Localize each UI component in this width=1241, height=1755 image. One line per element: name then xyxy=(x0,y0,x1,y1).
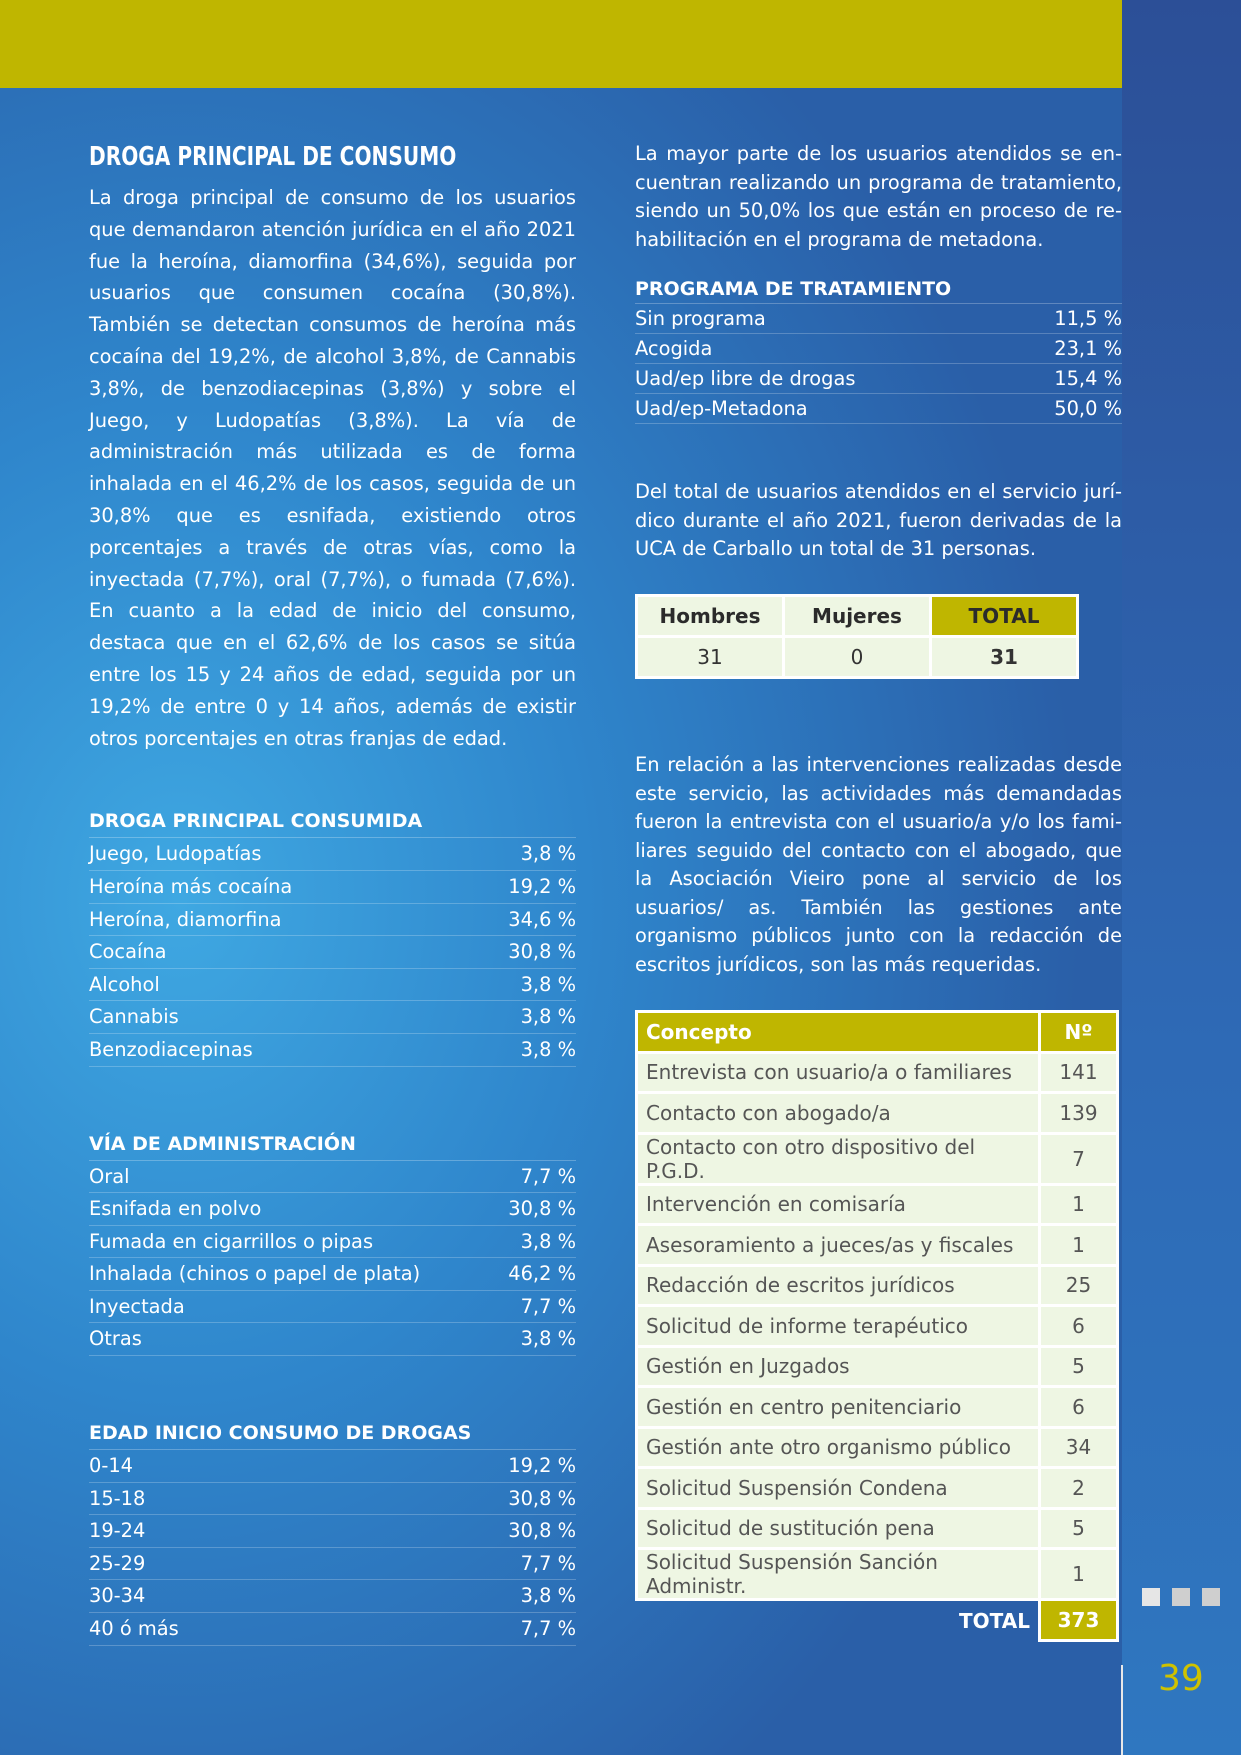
stat-label: Alcohol xyxy=(89,972,160,996)
stat-label: Benzodiacepinas xyxy=(89,1037,253,1061)
stat-value: 30,8 % xyxy=(508,1197,576,1221)
stat-row xyxy=(89,1323,576,1356)
programa-list-title: PROGRAMA DE TRATAMIENTO xyxy=(635,276,1122,304)
programa-tratamiento-list xyxy=(635,276,1122,424)
stat-label: 40 ó más xyxy=(89,1617,179,1641)
via-list-title: VÍA DE ADMINISTRACIÓN xyxy=(89,1129,576,1161)
stat-row xyxy=(89,969,576,1002)
numero-cell: 6 xyxy=(1040,1387,1118,1428)
value-hombres: 31 xyxy=(637,637,784,678)
header-hombres: Hombres xyxy=(637,596,784,637)
stat-value: 19,2 % xyxy=(508,1454,576,1478)
stat-label: 0-14 xyxy=(89,1454,134,1478)
stat-value: 3,8 % xyxy=(520,1005,576,1029)
total-value: 373 xyxy=(1040,1600,1118,1641)
numero-cell: 139 xyxy=(1040,1093,1118,1134)
stat-row xyxy=(89,1193,576,1226)
stat-row xyxy=(635,334,1122,364)
page-number-divider xyxy=(1121,1665,1123,1755)
stat-label: Cannabis xyxy=(89,1005,179,1029)
header-total: TOTAL xyxy=(931,596,1078,637)
concepto-cell: Contacto con otro dispositivo del P.G.D. xyxy=(637,1133,1040,1184)
numero-cell: 7 xyxy=(1040,1133,1118,1184)
stat-row xyxy=(89,1483,576,1516)
derivadas-table xyxy=(635,594,1079,679)
stat-row xyxy=(89,1580,576,1613)
stat-row xyxy=(89,1258,576,1291)
edad-inicio-list xyxy=(89,1418,576,1646)
stat-label: Cocaína xyxy=(89,940,167,964)
header-mujeres: Mujeres xyxy=(784,596,931,637)
treatment-paragraph: La mayor parte de los usuarios atendidos se encuentran realizando un programa de tratamiento, siendo un 50,0% los que están en proceso de rehabilitación en el programa de metadona. xyxy=(635,142,1122,251)
stat-value: 3,8 % xyxy=(520,1037,576,1061)
concepto-cell: Entrevista con usuario/a o familiares xyxy=(637,1052,1040,1093)
left-column xyxy=(89,140,576,1646)
stat-label: Uad/ep libre de drogas xyxy=(635,367,856,390)
header-numero: Nº xyxy=(1040,1012,1118,1053)
stat-value: 15,4 % xyxy=(1054,367,1122,390)
stat-row xyxy=(89,1613,576,1646)
stat-label: 19-24 xyxy=(89,1519,146,1543)
stat-value: 34,6 % xyxy=(508,907,576,931)
square-icon xyxy=(1202,1588,1220,1606)
stat-value: 19,2 % xyxy=(508,874,576,898)
stat-value: 3,8 % xyxy=(520,1327,576,1351)
stat-label: Juego, Ludopatías xyxy=(89,842,262,866)
stat-value: 7,7 % xyxy=(520,1617,576,1641)
table-row xyxy=(637,1052,1118,1093)
stat-value: 30,8 % xyxy=(508,940,576,964)
table-row xyxy=(637,1265,1118,1306)
stat-row xyxy=(89,936,576,969)
stat-row xyxy=(89,1548,576,1581)
concepto-cell: Contacto con abogado/a xyxy=(637,1093,1040,1134)
stat-value: 7,7 % xyxy=(520,1551,576,1575)
table-row xyxy=(637,1427,1118,1468)
value-total: 31 xyxy=(931,637,1078,678)
droga-principal-list xyxy=(89,806,576,1066)
section-heading: DROGA PRINCIPAL DE CONSUMO xyxy=(89,142,457,172)
stat-row xyxy=(635,364,1122,394)
derivadas-paragraph: Del total de usuarios atendidos en el servicio jurídico durante el año 2021, fueron derivadas de la UCA de Carballo un total de 31 personas. xyxy=(635,480,1122,560)
stat-value: 7,7 % xyxy=(520,1294,576,1318)
numero-cell: 5 xyxy=(1040,1508,1118,1549)
stat-value: 30,8 % xyxy=(508,1486,576,1510)
numero-cell: 2 xyxy=(1040,1468,1118,1509)
stat-label: Otras xyxy=(89,1327,142,1351)
stat-label: 15-18 xyxy=(89,1486,146,1510)
decorative-squares xyxy=(1142,1588,1220,1606)
numero-cell: 6 xyxy=(1040,1306,1118,1347)
concepto-cell: Solicitud de sustitución pena xyxy=(637,1508,1040,1549)
concepto-cell: Asesoramiento a jueces/as y fiscales xyxy=(637,1225,1040,1266)
stat-row xyxy=(89,1034,576,1067)
numero-cell: 34 xyxy=(1040,1427,1118,1468)
stat-label: Inhalada (chinos o papel de plata) xyxy=(89,1262,421,1286)
concepto-cell: Gestión ante otro organismo público xyxy=(637,1427,1040,1468)
stat-row xyxy=(89,838,576,871)
stat-label: Uad/ep-Metadona xyxy=(635,397,808,420)
concepto-cell: Solicitud Suspensión Condena xyxy=(637,1468,1040,1509)
stat-row xyxy=(89,1001,576,1034)
table-row xyxy=(637,1225,1118,1266)
value-mujeres: 0 xyxy=(784,637,931,678)
stat-value: 3,8 % xyxy=(520,1229,576,1253)
stat-value: 3,8 % xyxy=(520,1584,576,1608)
droga-list-title: DROGA PRINCIPAL CONSUMIDA xyxy=(89,806,576,838)
stat-value: 7,7 % xyxy=(520,1164,576,1188)
stat-row xyxy=(635,394,1122,424)
stat-value: 30,8 % xyxy=(508,1519,576,1543)
square-icon xyxy=(1172,1588,1190,1606)
table-row xyxy=(637,1549,1118,1600)
stat-label: 30-34 xyxy=(89,1584,146,1608)
stat-label: Acogida xyxy=(635,337,713,360)
top-color-bar xyxy=(0,0,1122,88)
concepto-cell: Solicitud de informe terapéutico xyxy=(637,1306,1040,1347)
stat-label: 25-29 xyxy=(89,1551,146,1575)
stat-label: Esnifada en polvo xyxy=(89,1197,262,1221)
stat-label: Heroína, diamorfina xyxy=(89,907,282,931)
numero-cell: 25 xyxy=(1040,1265,1118,1306)
concepto-cell: Redacción de escritos jurídicos xyxy=(637,1265,1040,1306)
stat-row xyxy=(89,1161,576,1194)
table-row xyxy=(637,1133,1118,1184)
table-row xyxy=(637,1346,1118,1387)
stat-value: 23,1 % xyxy=(1054,337,1122,360)
intervenciones-paragraph: En relación a las intervenciones realizadas desde este servicio, las actividades más demandadas fueron la entrevista con el usuario/a y/o los familiares seguido del contacto con el abogado, que la Asociación Vieiro pone al servicio de los usuarios/ as. También las gestiones ante organismo públicos junto con la redacción de escritos jurídicos, son las más requeridas. xyxy=(635,753,1122,976)
stat-row xyxy=(635,304,1122,334)
stat-value: 11,5 % xyxy=(1054,307,1122,330)
via-administracion-list xyxy=(89,1129,576,1357)
stat-label: Heroína más cocaína xyxy=(89,874,293,898)
numero-cell: 1 xyxy=(1040,1549,1118,1600)
edad-list-title: EDAD INICIO CONSUMO DE DROGAS xyxy=(89,1418,576,1450)
stat-label: Oral xyxy=(89,1164,130,1188)
stat-row xyxy=(89,871,576,904)
intervenciones-table xyxy=(635,1010,1119,1642)
stat-value: 3,8 % xyxy=(520,972,576,996)
stat-row xyxy=(89,1291,576,1324)
stat-label: Sin programa xyxy=(635,307,766,330)
table-row xyxy=(637,1387,1118,1428)
table-row xyxy=(637,1184,1118,1225)
numero-cell: 5 xyxy=(1040,1346,1118,1387)
stat-value: 3,8 % xyxy=(520,842,576,866)
stat-value: 50,0 % xyxy=(1054,397,1122,420)
table-row xyxy=(637,1468,1118,1509)
stat-label: Inyectada xyxy=(89,1294,185,1318)
numero-cell: 1 xyxy=(1040,1184,1118,1225)
square-icon xyxy=(1142,1588,1160,1606)
table-row xyxy=(637,1508,1118,1549)
stat-label: Fumada en cigarrillos o pipas xyxy=(89,1229,374,1253)
concepto-cell: Solicitud Suspensión Sanción Administr. xyxy=(637,1549,1040,1600)
page-number: 39 xyxy=(1158,1658,1204,1699)
header-concepto: Concepto xyxy=(637,1012,1040,1053)
stat-row xyxy=(89,1226,576,1259)
intro-paragraph: La droga principal de consumo de los usuarios que demandaron atención jurídica en el año 2021 fue la heroína, diamorfina (34,6%), seguida por usuarios que consumen cocaína (30,8%). También se detectan consumos de heroína más cocaína del 19,2%, de alcohol 3,8%, de Cannabis 3,8%, de benzodiacepinas (3,8%) y sobre el Juego, y Ludopatías (3,8%). La vía de administración más utilizada es de forma inhalada en el 46,2% de los casos, seguida de un 30,8% que es esnifada, existiendo otros porcentajes a través de otras vías, como la inyectada (7,7%), oral (7,7%), o fumada (7,6%). En cuanto a la edad de inicio del consumo, destaca que en el 62,6% de los casos se sitúa entre los 15 y 24 años de edad, seguida por un 19,2% de entre 0 y 14 años, además de existir otros porcentajes en otras franjas de edad. xyxy=(89,186,576,750)
stat-row xyxy=(89,1515,576,1548)
stat-row xyxy=(89,1450,576,1483)
stat-value: 46,2 % xyxy=(508,1262,576,1286)
numero-cell: 141 xyxy=(1040,1052,1118,1093)
stat-row xyxy=(89,904,576,937)
numero-cell: 1 xyxy=(1040,1225,1118,1266)
right-margin-strip xyxy=(1122,0,1241,1755)
total-label: TOTAL xyxy=(959,1608,1030,1633)
concepto-cell: Gestión en centro penitenciario xyxy=(637,1387,1040,1428)
concepto-cell: Gestión en Juzgados xyxy=(637,1346,1040,1387)
concepto-cell: Intervención en comisaría xyxy=(637,1184,1040,1225)
right-column xyxy=(635,140,1122,564)
table-row xyxy=(637,1306,1118,1347)
table-row xyxy=(637,1093,1118,1134)
